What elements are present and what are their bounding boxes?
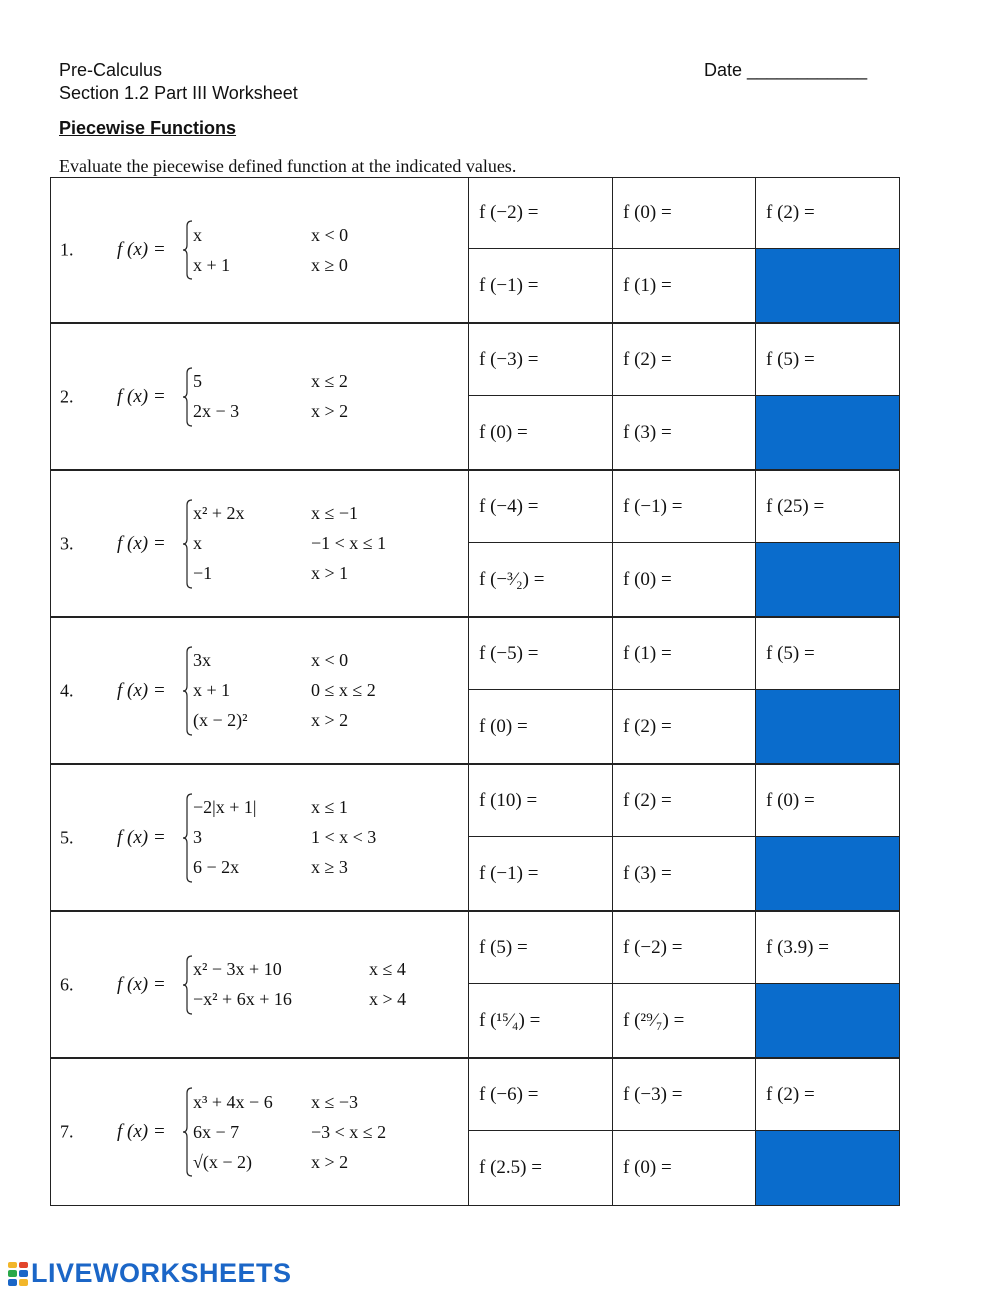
evaluation-prompt: f (−2) =: [623, 936, 683, 958]
evaluation-prompt: f (2.5) =: [479, 1157, 542, 1178]
evaluation-cell: [613, 177, 756, 249]
case-expression: 3x: [193, 650, 211, 670]
section-title: Section 1.2 Part III Worksheet: [59, 83, 298, 103]
piecewise-cases: [193, 367, 348, 427]
case-expression: x + 1: [193, 254, 231, 275]
case-condition: x ≥ 3: [311, 857, 348, 877]
evaluation-grid: [469, 1059, 900, 1205]
piecewise-cases: [193, 793, 376, 883]
left-brace: [183, 1087, 193, 1177]
evaluation-prompt: f (0) =: [623, 1157, 672, 1178]
evaluation-cell: [756, 324, 900, 396]
function-label: f (x) =: [117, 532, 166, 554]
left-brace: [183, 367, 193, 427]
left-brace: [183, 499, 193, 589]
evaluation-cell: [613, 912, 756, 984]
evaluation-cell: [469, 177, 613, 249]
case-expression: 3: [193, 827, 202, 847]
function-definition: [50, 912, 469, 1057]
evaluation-cell: [469, 984, 613, 1057]
case-line: [193, 853, 376, 883]
evaluation-prompt: f (²⁹⁄₇) =: [623, 1009, 685, 1031]
evaluation-grid: [469, 177, 900, 322]
evaluation-cell: [613, 471, 756, 543]
evaluation-cell: [613, 690, 756, 763]
case-line: [193, 1117, 386, 1147]
evaluation-prompt: f (0) =: [479, 715, 528, 737]
case-expression: x² + 2x: [193, 503, 245, 523]
logo-icon: [8, 1262, 28, 1286]
case-condition: −1 < x ≤ 1: [311, 533, 387, 553]
case-expression: x² − 3x + 10: [193, 959, 282, 979]
evaluation-cell: [469, 837, 613, 910]
case-line: [193, 955, 406, 985]
logo-text: LIVEWORKSHEETS: [31, 1258, 292, 1288]
evaluation-prompt: f (1) =: [623, 274, 672, 296]
left-brace: [183, 955, 193, 1015]
problem-number: 2.: [60, 386, 74, 406]
case-expression: −x² + 6x + 16: [193, 989, 292, 1009]
evaluation-prompt: f (2) =: [623, 789, 672, 811]
answer-input-box[interactable]: [756, 984, 900, 1057]
case-expression: −1: [193, 563, 213, 583]
evaluation-prompt: f (3) =: [623, 421, 672, 443]
function-definition: [50, 618, 469, 763]
answer-input-box[interactable]: [756, 396, 900, 469]
evaluation-prompt: f (2) =: [623, 715, 672, 737]
case-condition: x > 2: [311, 710, 349, 730]
evaluation-prompt: f (2) =: [766, 202, 815, 223]
evaluation-cell: [613, 765, 756, 837]
case-line: [193, 676, 376, 706]
evaluation-prompt: f (¹⁵⁄₄) =: [479, 1009, 541, 1031]
function-label: f (x) =: [117, 679, 166, 701]
case-expression: x: [193, 224, 202, 245]
function-definition: [50, 471, 469, 616]
case-condition: x > 1: [311, 563, 349, 583]
evaluation-prompt: f (3) =: [623, 862, 672, 884]
case-condition: x ≤ 1: [311, 797, 348, 817]
evaluation-prompt: f (−4) =: [479, 495, 539, 517]
function-label: f (x) =: [117, 826, 166, 848]
problem-number: 3.: [60, 533, 74, 553]
evaluation-cell: [756, 765, 900, 837]
left-brace: [183, 220, 193, 280]
case-line: [193, 823, 376, 853]
case-line: [193, 793, 376, 823]
piecewise-cases: [193, 499, 386, 589]
evaluation-cell: [756, 177, 900, 249]
case-line: [193, 1087, 386, 1117]
evaluation-prompt: f (0) =: [623, 568, 672, 590]
function-definition: [50, 1059, 469, 1205]
case-condition: x > 2: [311, 1151, 349, 1172]
problem-row: [50, 912, 900, 1059]
evaluation-grid: [469, 912, 900, 1057]
evaluation-prompt: f (−1) =: [479, 274, 539, 296]
problem-row: [50, 618, 900, 765]
case-expression: x: [193, 533, 202, 553]
case-expression: 2x − 3: [193, 401, 240, 421]
function-label: f (x) =: [117, 385, 166, 407]
function-definition: [50, 177, 469, 322]
evaluation-cell: [469, 471, 613, 543]
evaluation-cell: [469, 912, 613, 984]
piecewise-cases: [193, 955, 406, 1015]
evaluation-grid: [469, 618, 900, 763]
evaluation-prompt: f (5) =: [766, 348, 815, 370]
case-expression: 5: [193, 371, 202, 391]
case-line: [193, 646, 376, 676]
function-label: f (x) =: [117, 239, 166, 260]
evaluation-prompt: f (10) =: [479, 789, 538, 811]
function-definition: [50, 324, 469, 469]
piecewise-cases: [193, 220, 348, 280]
evaluation-grid: [469, 765, 900, 910]
evaluation-cell: [469, 249, 613, 322]
evaluation-cell: [469, 690, 613, 763]
evaluation-cell: [613, 324, 756, 396]
case-expression: x + 1: [193, 680, 231, 700]
evaluation-cell: [613, 543, 756, 616]
evaluation-cell: [613, 396, 756, 469]
answer-input-box[interactable]: [756, 543, 900, 616]
evaluation-cell: [756, 912, 900, 984]
case-line: [193, 559, 386, 589]
case-condition: 0 ≤ x ≤ 2: [311, 680, 376, 700]
case-line: [193, 367, 348, 397]
answer-input-box[interactable]: [756, 690, 900, 763]
date-field: Date ____________: [704, 60, 868, 80]
piecewise-cases: [193, 1087, 386, 1177]
case-condition: x ≤ −1: [311, 503, 359, 523]
problem-row: [50, 177, 900, 324]
evaluation-grid: [469, 471, 900, 616]
evaluation-prompt: f (−6) =: [479, 1083, 539, 1105]
evaluation-cell: [613, 618, 756, 690]
case-condition: x ≤ 4: [369, 959, 406, 979]
left-brace: [183, 793, 193, 883]
case-expression: √(x − 2): [193, 1151, 253, 1172]
case-line: [193, 397, 348, 427]
case-expression: 6 − 2x: [193, 857, 240, 877]
problem-row: [50, 765, 900, 912]
answer-input-box[interactable]: [756, 837, 900, 910]
liveworksheets-logo: [8, 1258, 292, 1289]
problem-number: 4.: [60, 680, 74, 700]
function-label: f (x) =: [117, 973, 166, 995]
function-definition: [50, 765, 469, 910]
evaluation-cell: [613, 1131, 756, 1205]
case-expression: (x − 2)²: [193, 710, 248, 730]
evaluation-cell: [613, 837, 756, 910]
piecewise-cases: [193, 646, 376, 736]
problem-number: 1.: [60, 239, 74, 260]
evaluation-cell: [756, 618, 900, 690]
problem-number: 6.: [60, 974, 74, 994]
case-line: [193, 1147, 386, 1177]
case-line: [193, 220, 348, 250]
evaluation-prompt: f (5) =: [479, 936, 528, 958]
course-name: Pre-Calculus: [59, 60, 163, 80]
evaluation-cell: [469, 765, 613, 837]
problem-number: 5.: [60, 827, 74, 847]
answer-input-box[interactable]: [756, 1131, 900, 1205]
evaluation-cell: [469, 1131, 613, 1205]
case-line: [193, 499, 386, 529]
case-condition: 1 < x < 3: [311, 827, 377, 847]
case-line: [193, 250, 348, 280]
function-label: f (x) =: [117, 1121, 166, 1142]
case-condition: x > 2: [311, 401, 349, 421]
evaluation-cell: [469, 543, 613, 616]
evaluation-prompt: f (−1) =: [479, 862, 539, 884]
evaluation-cell: [756, 471, 900, 543]
evaluation-prompt: f (2) =: [623, 348, 672, 370]
evaluation-cell: [469, 396, 613, 469]
case-condition: x < 0: [311, 650, 349, 670]
case-line: [193, 529, 386, 559]
evaluation-prompt: f (−2) =: [479, 202, 539, 223]
case-line: [193, 706, 376, 736]
problem-row: [50, 1059, 900, 1206]
evaluation-cell: [613, 1059, 756, 1131]
case-expression: 6x − 7: [193, 1121, 240, 1142]
case-condition: x < 0: [311, 224, 349, 245]
evaluation-cell: [613, 249, 756, 322]
case-condition: x ≤ 2: [311, 371, 348, 391]
evaluation-prompt: f (1) =: [623, 642, 672, 664]
answer-input-box[interactable]: [756, 249, 900, 322]
evaluation-grid: [469, 324, 900, 469]
case-expression: x³ + 4x − 6: [193, 1091, 273, 1112]
case-condition: x ≥ 0: [311, 254, 348, 275]
problem-row: [50, 324, 900, 471]
problem-row: [50, 471, 900, 618]
left-brace: [183, 646, 193, 736]
evaluation-prompt: f (2) =: [766, 1083, 815, 1105]
evaluation-cell: [469, 1059, 613, 1131]
case-condition: x > 4: [369, 989, 407, 1009]
evaluation-cell: [469, 618, 613, 690]
case-line: [193, 985, 406, 1015]
evaluation-cell: [756, 1059, 900, 1131]
evaluation-prompt: f (0) =: [766, 789, 815, 811]
evaluation-cell: [613, 984, 756, 1057]
case-expression: −2|x + 1|: [193, 797, 257, 817]
evaluation-prompt: f (25) =: [766, 495, 825, 517]
evaluation-prompt: f (−1) =: [623, 495, 683, 517]
worksheet-title: Piecewise Functions: [59, 118, 237, 138]
evaluation-prompt: f (0) =: [623, 202, 672, 223]
instructions: Evaluate the piecewise defined function at the indicated values.: [59, 156, 517, 176]
evaluation-prompt: f (−³⁄₂) =: [479, 568, 545, 590]
case-condition: −3 < x ≤ 2: [311, 1121, 387, 1142]
evaluation-prompt: f (−3) =: [623, 1083, 683, 1105]
evaluation-prompt: f (5) =: [766, 642, 815, 664]
evaluation-prompt: f (−5) =: [479, 642, 539, 664]
problem-number: 7.: [60, 1121, 74, 1142]
problems-table: [50, 177, 900, 1206]
evaluation-cell: [469, 324, 613, 396]
case-condition: x ≤ −3: [311, 1091, 359, 1112]
evaluation-prompt: f (3.9) =: [766, 936, 829, 958]
evaluation-prompt: f (−3) =: [479, 348, 539, 370]
evaluation-prompt: f (0) =: [479, 421, 528, 443]
